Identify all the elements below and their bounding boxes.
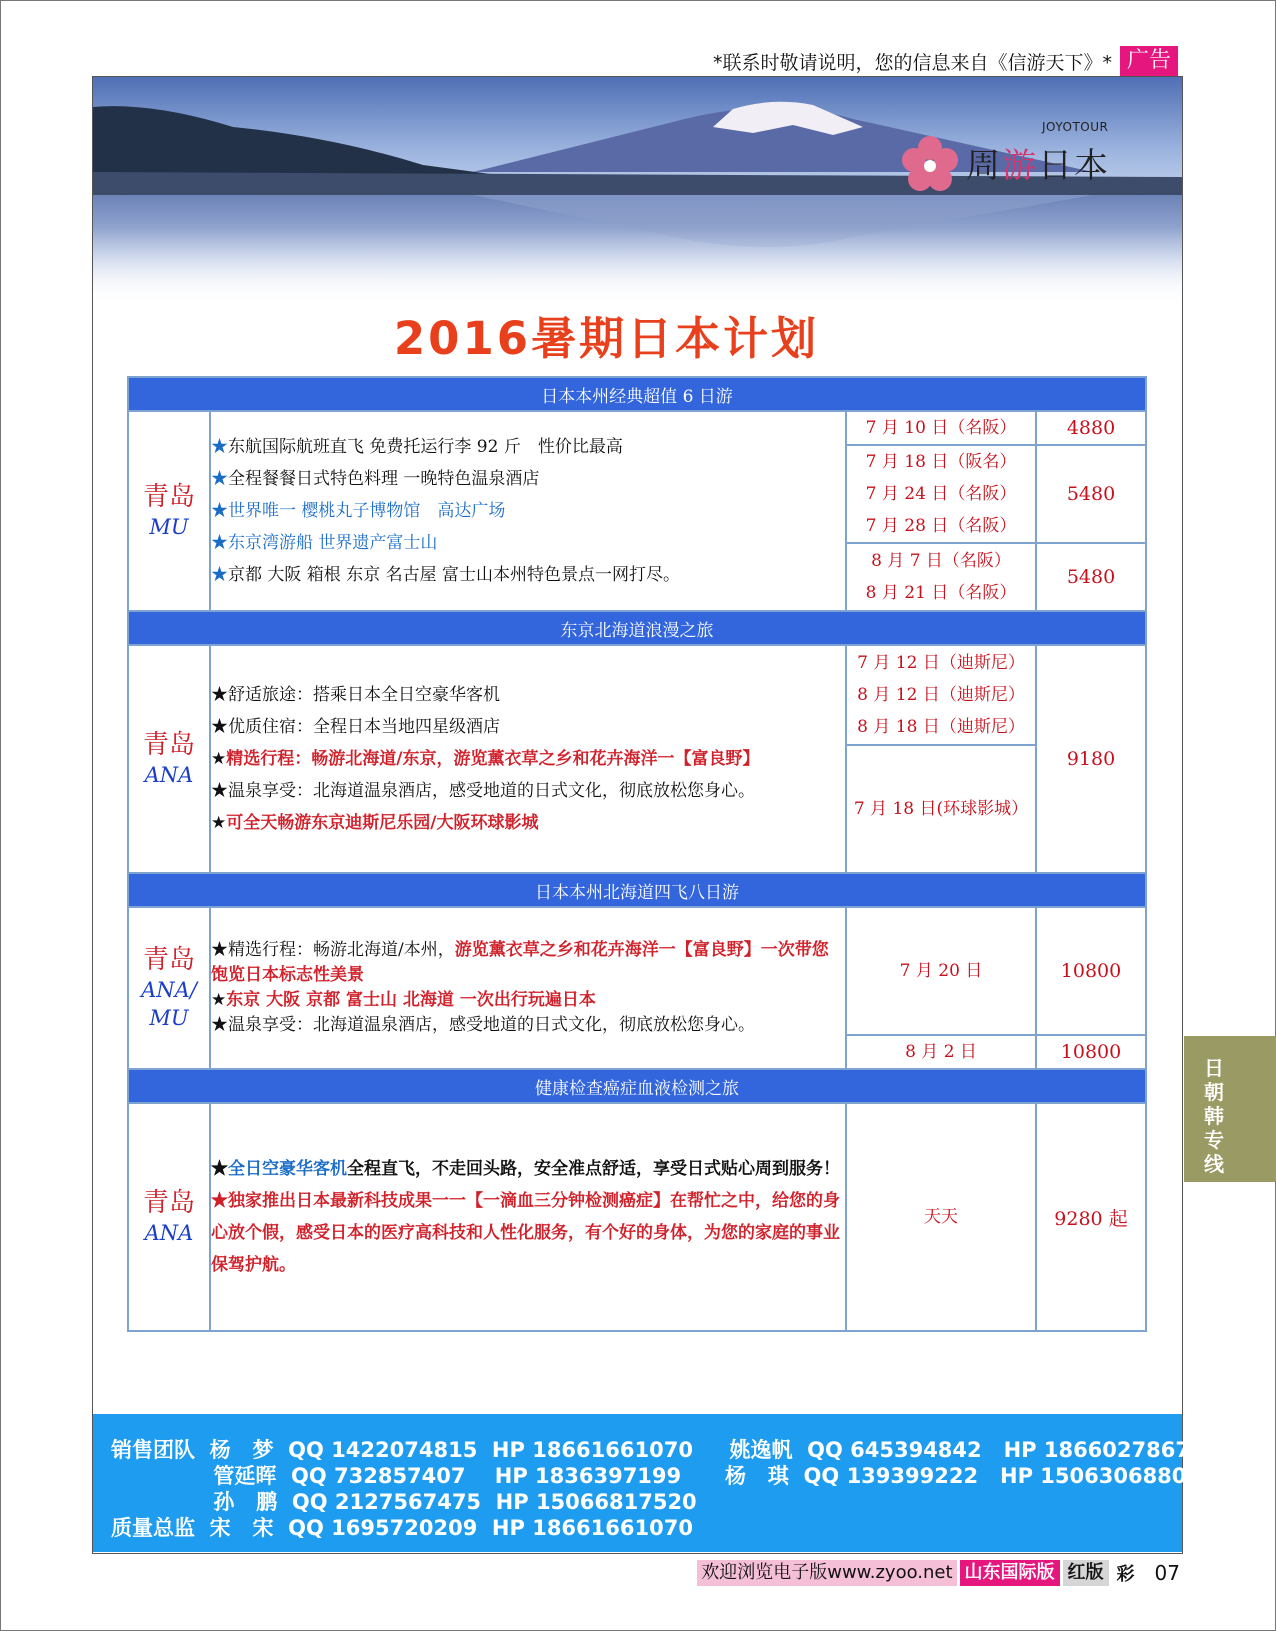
description-line: ★精选行程：畅游北海道/东京，游览薰衣草之乡和花卉海洋一【富良野】 [211, 749, 760, 769]
date-cell: 7 月 10 日（名阪） [846, 411, 1036, 445]
section-header: 东京北海道浪漫之旅 [128, 611, 1146, 645]
description-line: ★舒适旅途：搭乘日本全日空豪华客机 [211, 685, 500, 705]
description-line: ★优质住宿：全程日本当地四星级酒店 [211, 717, 500, 737]
side-section-tab: 日朝韩专线 [1184, 1036, 1276, 1182]
description-line: ★京都 大阪 箱根 东京 名古屋 富士山本州特色景点一网打尽。 [211, 565, 681, 585]
date-cell: 7 月 18 日（阪名） 7 月 24 日（名阪） 7 月 28 日（名阪） [846, 445, 1036, 543]
departure-city-cell: 青岛 ANA/ MU [128, 907, 210, 1069]
ad-tag: 广告 [1120, 46, 1178, 76]
sales-team-footer [93, 1414, 1205, 1552]
color-label: 彩 [1116, 1564, 1135, 1585]
price-cell: 10800 [1036, 907, 1146, 1035]
description-line: ★全日空豪华客机全程直飞，不走回头路，安全准点舒适，享受日式贴心周到服务！ [211, 1159, 840, 1179]
footer-row: 销售团队 杨 梦 QQ 1422074815 HP 18661661070 姚逸帆 QQ 645394842 HP 18660278671 [111, 1438, 1205, 1462]
header-notice: *联系时敬请说明，您的信息来自《信游天下》* [712, 51, 1112, 74]
sakura-logo-icon [900, 134, 960, 198]
banner-image [93, 77, 1182, 305]
tour-description [210, 1103, 846, 1331]
header-notice-line [713, 46, 1178, 76]
departure-city-cell: 青岛 ANA [128, 1103, 210, 1331]
date-cell: 天天 [846, 1103, 1036, 1331]
description-line: ★可全天畅游东京迪斯尼乐园/大阪环球影城 [211, 813, 539, 833]
departure-city-cell: 青岛 MU [128, 411, 210, 611]
tour-description [210, 645, 846, 873]
section-header: 日本本州北海道四飞八日游 [128, 873, 1146, 907]
price-cell: 5480 [1036, 445, 1146, 543]
page-number: 07 [1154, 1561, 1180, 1585]
logo-english: JOYOTOUR [1042, 120, 1109, 134]
price-cell: 10800 [1036, 1035, 1146, 1069]
price-cell: 9280 起 [1036, 1103, 1146, 1331]
edition-badge: 山东国际版 [960, 1560, 1060, 1586]
description-line: ★独家推出日本最新科技成果一一【一滴血三分钟检测癌症】在帮忙之中，给您的身心放个假，感受日本的医疗高科技和人性化服务，有个好的身体，为您的家庭的事业保驾护航。 [211, 1191, 840, 1275]
mount-fuji-lake-image [93, 77, 1182, 305]
section-header: 健康检查癌症血液检测之旅 [128, 1069, 1146, 1103]
price-cell: 9180 [1036, 645, 1146, 873]
description-line: ★温泉享受：北海道温泉酒店，感受地道的日式文化，彻底放松您身心。 [211, 781, 755, 801]
description-line: ★世界唯一 樱桃丸子博物馆 高达广场 [211, 501, 506, 521]
tour-plan-table [127, 376, 1147, 1332]
description-line: ★温泉享受：北海道温泉酒店，感受地道的日式文化，彻底放松您身心。 [211, 1015, 755, 1035]
tour-description [210, 907, 846, 1069]
footer-row: 质量总监 宋 宋 QQ 1695720209 HP 18661661070 [111, 1516, 693, 1540]
bottom-info-line [697, 1560, 1180, 1586]
website-text: 欢迎浏览电子版www.zyoo.net [697, 1560, 956, 1586]
description-line: ★东京 大阪 京都 富士山 北海道 一次出行玩遍日本 [211, 990, 596, 1010]
date-cell: 7 月 18 日(环球影城） [846, 745, 1036, 873]
price-cell: 5480 [1036, 543, 1146, 611]
departure-city-cell: 青岛 ANA [128, 645, 210, 873]
description-line: ★精选行程：畅游北海道/本州，游览薰衣草之乡和花卉海洋一【富良野】一次带您饱览日本标志性美景 [211, 940, 829, 985]
date-cell: 8 月 2 日 [846, 1035, 1036, 1069]
price-cell: 4880 [1036, 411, 1146, 445]
footer-row: 孙 鹏 QQ 2127567475 HP 15066817520 [111, 1490, 697, 1514]
date-cell: 7 月 12 日（迪斯尼） 8 月 12 日（迪斯尼） 8 月 18 日（迪斯尼） [846, 645, 1036, 745]
red-edition-badge: 红版 [1063, 1560, 1109, 1586]
tour-description [210, 411, 846, 611]
description-line: ★全程餐餐日式特色料理 一晚特色温泉酒店 [211, 469, 540, 489]
date-cell: 8 月 7 日（名阪） 8 月 21 日（名阪） [846, 543, 1036, 611]
section-header: 日本本州经典超值 6 日游 [128, 377, 1146, 411]
date-cell: 7 月 20 日 [846, 907, 1036, 1035]
logo-chinese: 周游日本 [966, 146, 1110, 186]
description-line: ★东京湾游船 世界遗产富士山 [211, 533, 438, 553]
description-line: ★东航国际航班直飞 免费托运行李 92 斤 性价比最高 [211, 437, 623, 457]
page-title: 2016暑期日本计划 [393, 312, 820, 365]
footer-row: 管延晖 QQ 732857407 HP 1836397199 杨 琪 QQ 139399222 HP 15063068800 [111, 1464, 1202, 1488]
